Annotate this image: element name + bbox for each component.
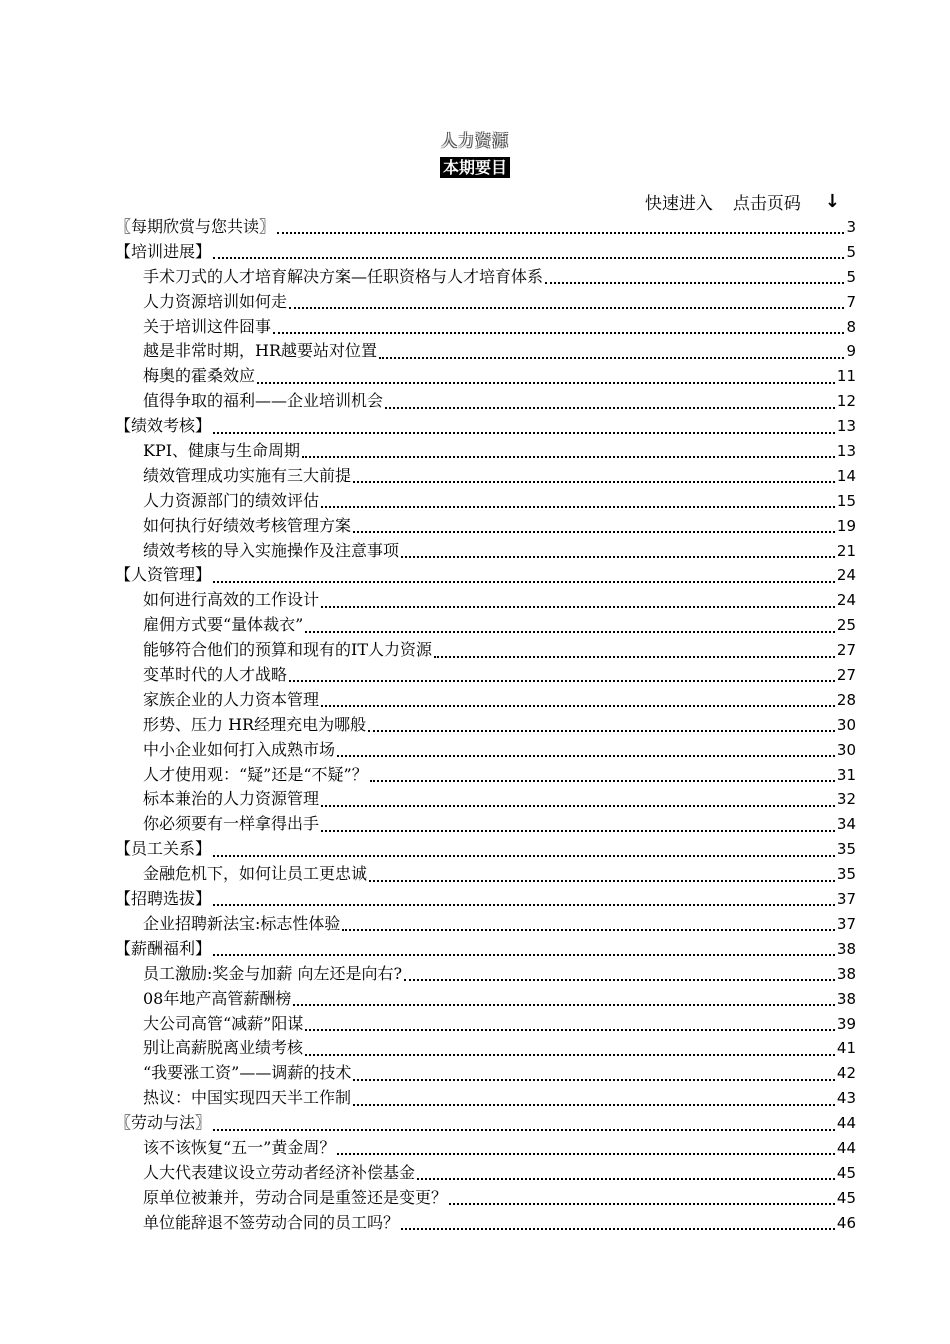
toc-page-link[interactable]: 38 [836,989,856,1008]
toc-section[interactable] [115,887,856,912]
toc-page-link[interactable]: 28 [836,690,856,709]
toc-entry[interactable] [115,1161,856,1186]
toc-entry-title: “我要涨工资”——调薪的技术 [143,1063,352,1083]
dot-leader [213,904,835,906]
dot-leader [213,855,835,857]
dot-leader [302,456,835,458]
toc-entry-title: 变革时代的人才战略 [143,665,288,685]
dot-leader [449,1203,835,1205]
toc-page-link[interactable]: 27 [836,641,856,660]
toc-entry-title: 【绩效考核】 [115,416,212,436]
toc-entry-title: 〖每期欣赏与您共读〗 [115,217,276,236]
toc-entry-title: 绩效考核的导入实施操作及注意事项 [143,540,400,560]
dot-leader [434,656,835,658]
toc-entry[interactable] [115,265,856,290]
toc-entry[interactable] [115,514,856,539]
dot-leader [293,1004,835,1006]
dot-leader [342,929,835,931]
magazine-title: 人力资源 [440,131,509,150]
toc-entry[interactable] [115,1086,856,1111]
toc-entry-title: 越是非常时期，HR越要站对位置 [143,341,378,361]
toc-page-link[interactable]: 24 [836,566,856,585]
dot-leader [321,805,835,807]
toc-entry-title: KPI、健康与生命周期 [143,441,301,461]
toc-entry-title: 【薪酬福利】 [115,938,212,958]
dot-leader [257,382,835,384]
quick-nav-hint [645,189,840,214]
dot-leader [305,1029,835,1031]
toc-page-link[interactable]: 24 [836,591,856,610]
toc-entry-title: 绩效管理成功实施有三大前提 [143,465,352,485]
toc-entry-title: 【员工关系】 [115,839,212,859]
toc-entry-title: 【人资管理】 [115,565,212,585]
toc-entry[interactable] [115,290,856,315]
toc-page-link[interactable]: 35 [836,865,856,884]
toc-entry[interactable] [115,987,856,1012]
toc-entry[interactable] [115,663,856,688]
toc-section[interactable] [115,1111,856,1136]
dot-leader [385,407,835,409]
dot-leader [305,631,835,633]
dot-leader [337,755,835,757]
dot-leader [337,1153,835,1155]
toc-page-link[interactable]: 30 [836,740,856,759]
toc-entry[interactable] [115,812,856,837]
toc-page-link[interactable]: 7 [846,292,856,311]
toc-entry[interactable] [115,738,856,763]
down-arrow-icon: ↓ [824,191,840,212]
toc-entry[interactable] [115,638,856,663]
dot-leader [369,880,835,882]
toc-page-link[interactable]: 46 [836,1213,856,1232]
dot-leader [213,581,835,583]
toc-page-link[interactable]: 5 [846,242,856,261]
toc-entry-title: 〖劳动与法〗 [115,1113,212,1133]
toc-entry-title: 你必须要有一样拿得出手 [143,814,320,834]
toc-entry-title: 人力资源部门的绩效评估 [143,490,320,510]
table-of-contents [115,215,856,1236]
toc-entry[interactable] [115,339,856,364]
toc-entry[interactable] [115,1036,856,1061]
toc-entry[interactable] [115,688,856,713]
toc-entry-title: 能够符合他们的预算和现有的IT人力资源 [143,640,432,660]
toc-page-link[interactable]: 9 [846,342,856,361]
click-page-label: 点击页码 [732,194,801,214]
dot-leader [289,307,844,309]
dot-leader [321,705,835,707]
dot-leader [368,730,835,732]
toc-entry-title: 该不该恢复“五一”黄金周？ [143,1137,336,1157]
toc-page-link[interactable]: 13 [836,442,856,461]
issue-title-banner [0,157,950,178]
toc-page-link[interactable]: 37 [836,890,856,909]
dot-leader [321,506,835,508]
dot-leader [353,1079,835,1081]
dot-leader [321,606,835,608]
toc-entry-title: 人才使用观：“疑”还是“不疑”？ [143,764,368,784]
toc-page-link[interactable]: 45 [836,1163,856,1182]
toc-entry[interactable] [115,613,856,638]
dot-leader [401,556,835,558]
toc-page-link[interactable]: 41 [836,1039,856,1058]
quick-enter-label: 快速进入 [644,194,713,214]
toc-entry[interactable] [115,539,856,564]
toc-page-link[interactable]: 19 [836,516,856,535]
toc-page-link[interactable]: 21 [836,541,856,560]
toc-page-link[interactable]: 30 [836,715,856,734]
toc-entry[interactable] [115,389,856,414]
toc-section[interactable] [115,240,856,265]
toc-entry-title: 热议：中国实现四天半工作制 [143,1088,352,1108]
dot-leader [417,1178,835,1180]
toc-page-link[interactable]: 15 [836,491,856,510]
toc-entry[interactable] [115,489,856,514]
dot-leader [353,481,835,483]
toc-page-link[interactable]: 13 [836,417,856,436]
issue-title: 本期要目 [440,157,510,178]
dot-leader [545,282,844,284]
toc-entry[interactable] [115,962,856,987]
dot-leader [213,954,835,956]
toc-entry-title: 手术刀式的人才培育解决方案—任职资格与人才培育体系 [143,266,544,286]
toc-entry[interactable] [115,862,856,887]
toc-page-link[interactable]: 39 [836,1014,856,1033]
toc-entry[interactable] [115,1136,856,1161]
toc-section[interactable] [115,215,856,240]
toc-page-link[interactable]: 44 [836,1114,856,1133]
toc-page-link[interactable]: 12 [836,392,856,411]
toc-entry-title: 如何执行好绩效考核管理方案 [143,515,352,535]
toc-page-link[interactable]: 31 [836,765,856,784]
dot-leader [289,680,835,682]
dot-leader [353,1104,835,1106]
toc-entry-title: 标本兼治的人力资源管理 [143,789,320,809]
toc-entry-title: 原单位被兼并，劳动合同是重签还是变更？ [143,1187,448,1207]
dot-leader [401,1228,835,1230]
toc-entry[interactable] [115,588,856,613]
toc-section[interactable] [115,563,856,588]
toc-page-link[interactable]: 3 [846,218,856,236]
toc-page-link[interactable]: 27 [836,666,856,685]
dot-leader [277,232,844,234]
dot-leader [321,830,835,832]
toc-page-link[interactable]: 25 [836,616,856,635]
toc-entry-title: 大公司高管“减薪”阳谋 [143,1013,304,1033]
toc-entry[interactable] [115,464,856,489]
dot-leader [213,257,844,259]
toc-entry-title: 别让高薪脱离业绩考核 [143,1038,304,1058]
dot-leader [404,979,835,981]
toc-entry-title: 员工激励:奖金与加薪 向左还是向右? [143,963,403,983]
toc-page-link[interactable]: 37 [836,914,856,933]
toc-entry-title: 单位能辞退不签劳动合同的员工吗？ [143,1212,400,1232]
toc-page-link[interactable]: 32 [836,790,856,809]
toc-page-link[interactable]: 38 [836,964,856,983]
dot-leader [370,780,835,782]
toc-page-link[interactable]: 44 [836,1138,856,1157]
toc-entry-title: 雇佣方式要“量体裁衣” [143,615,304,635]
dot-leader [353,531,835,533]
toc-page-link[interactable]: 35 [836,840,856,859]
toc-entry[interactable] [115,713,856,738]
toc-page-link[interactable]: 43 [836,1089,856,1108]
toc-entry[interactable] [115,315,856,340]
toc-entry-title: 企业招聘新法宝:标志性体验 [143,913,341,933]
toc-entry[interactable] [115,1186,856,1211]
toc-section[interactable] [115,837,856,862]
toc-entry-title: 08年地产高管薪酬榜 [143,988,292,1008]
toc-entry-title: 值得争取的福利——企业培训机会 [143,391,384,411]
toc-entry[interactable] [115,787,856,812]
toc-entry-title: 金融危机下，如何让员工更忠诚 [143,864,368,884]
toc-entry-title: 中小企业如何打入成熟市场 [143,739,336,759]
toc-entry[interactable] [115,364,856,389]
toc-page-link[interactable]: 5 [846,267,856,286]
toc-entry-title: 【培训进展】 [115,241,212,261]
dot-leader [213,1129,835,1131]
toc-entry[interactable] [115,439,856,464]
toc-entry[interactable] [115,1012,856,1037]
toc-page-link[interactable]: 45 [836,1188,856,1207]
toc-page-link[interactable]: 34 [836,815,856,834]
dot-leader [379,357,844,359]
toc-entry[interactable] [115,912,856,937]
toc-page-link[interactable]: 38 [836,939,856,958]
toc-section[interactable] [115,937,856,962]
toc-page-link[interactable]: 8 [846,317,856,336]
toc-entry-title: 如何进行高效的工作设计 [143,590,320,610]
toc-entry[interactable] [115,1211,856,1236]
toc-entry[interactable] [115,1061,856,1086]
toc-entry-title: 梅奥的霍桑效应 [143,366,256,386]
toc-entry-title: 关于培训这件囧事 [143,316,272,336]
toc-entry[interactable] [115,763,856,788]
dot-leader [305,1054,835,1056]
toc-page-link[interactable]: 14 [836,466,856,485]
toc-page-link[interactable]: 11 [836,367,856,386]
toc-entry-title: 家族企业的人力资本管理 [143,689,320,709]
toc-entry-title: 人力资源培训如何走 [143,291,288,311]
dot-leader [273,332,844,334]
toc-entry-title: 人大代表建议设立劳动者经济补偿基金 [143,1162,416,1182]
toc-entry-title: 【招聘选拔】 [115,889,212,909]
dot-leader [213,432,835,434]
toc-section[interactable] [115,414,856,439]
toc-entry-title: 形势、压力 HR经理充电为哪般 [143,714,367,734]
toc-page-link[interactable]: 42 [836,1064,856,1083]
